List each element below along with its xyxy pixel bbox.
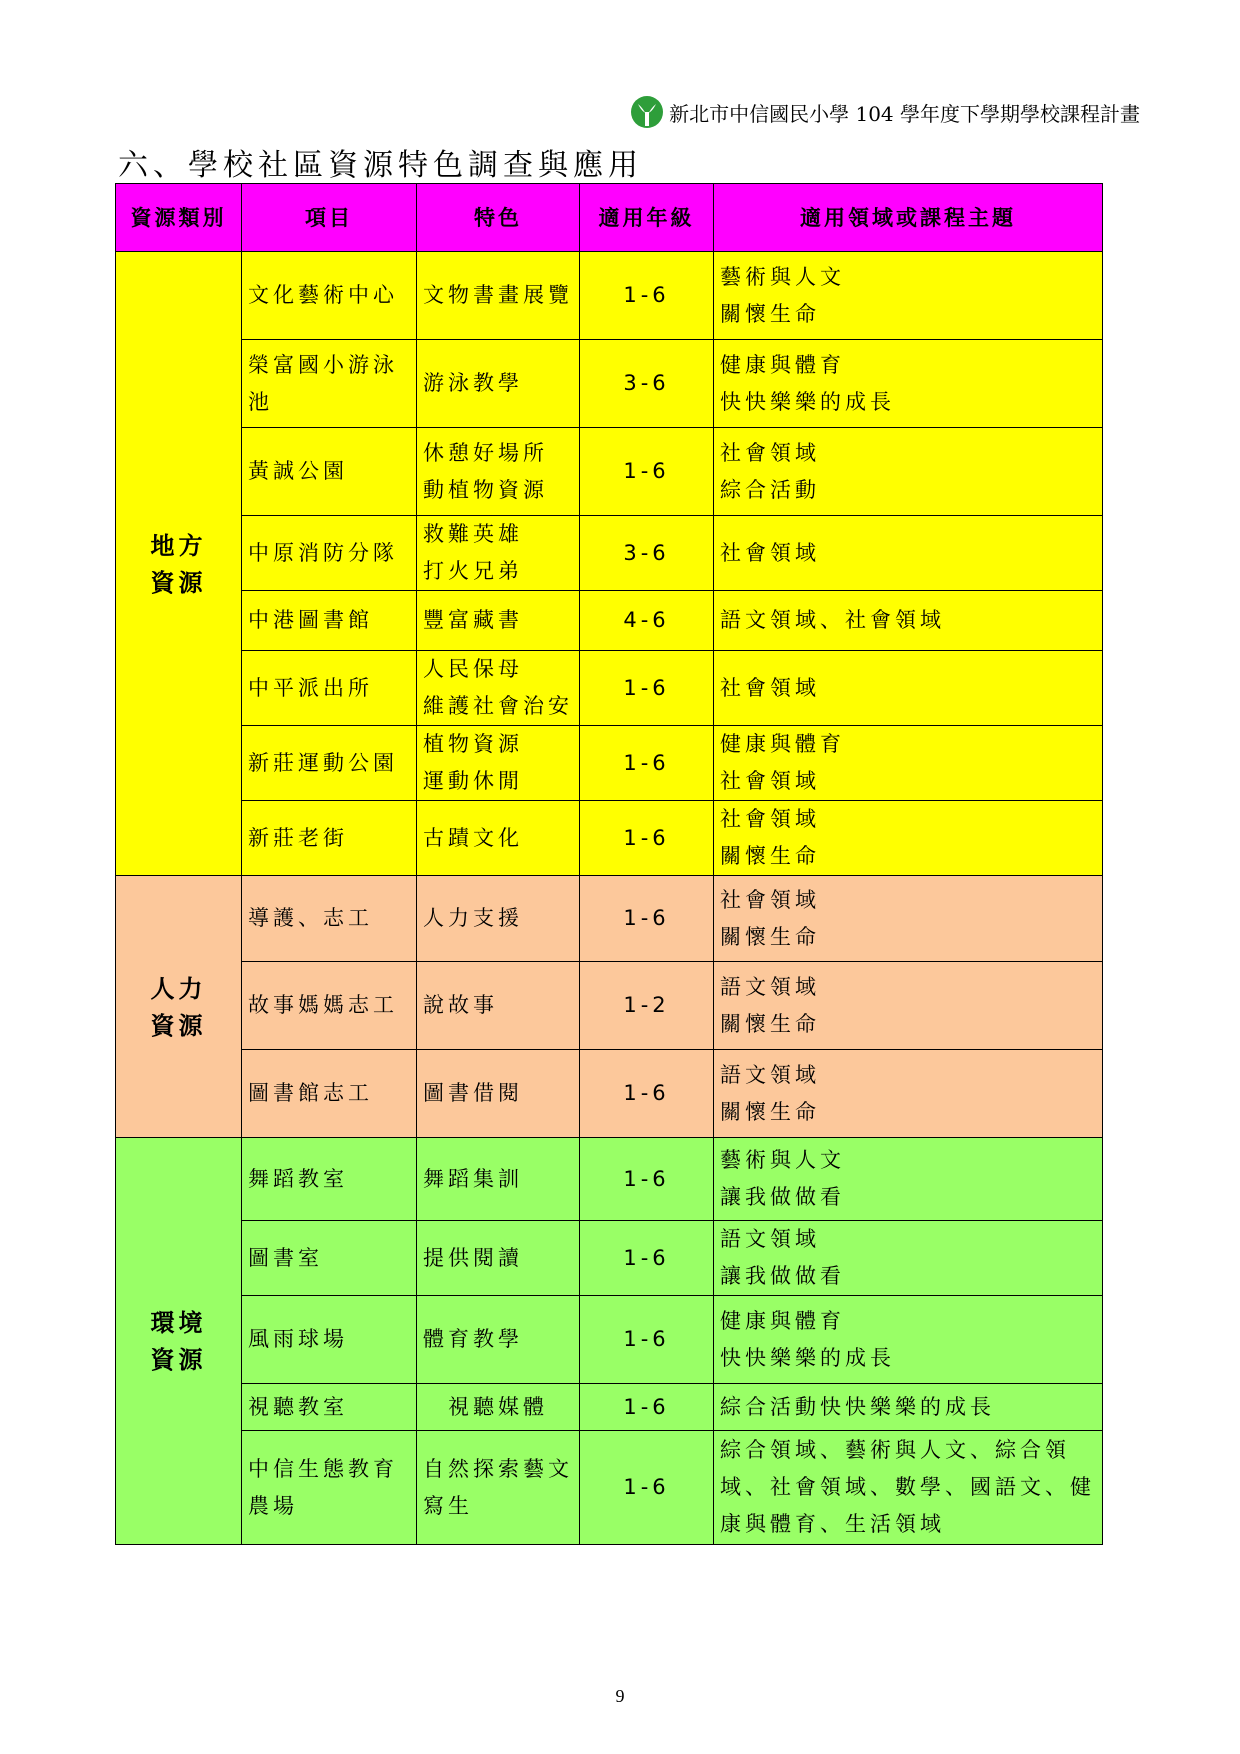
feature-cell (417, 591, 580, 651)
feature-cell (417, 1384, 580, 1431)
item-cell: 黃誠公園 (242, 428, 417, 516)
domain-cell (714, 340, 1103, 428)
domain-line: 語文領域、社會領域 (720, 608, 945, 632)
domain-line: 關懷生命 (720, 924, 820, 949)
domain-cell (714, 726, 1103, 801)
domain-cell (714, 1431, 1103, 1545)
domain-line: 社會領域 (720, 440, 820, 465)
domain-cell (714, 876, 1103, 962)
table-row (116, 340, 1103, 428)
grade-cell: 4-6 (580, 591, 714, 651)
grade-cell: 1-6 (580, 1138, 714, 1221)
resource-table (115, 183, 1103, 1545)
domain-cell (714, 1138, 1103, 1221)
table-row (116, 428, 1103, 516)
feature-line: 提供閱讀 (423, 1245, 523, 1270)
item-cell: 導護、志工 (242, 876, 417, 962)
category-label: 資源 (150, 567, 207, 597)
grade-cell: 1-6 (580, 1221, 714, 1296)
grade-cell: 1-6 (580, 651, 714, 726)
item-cell: 故事媽媽志工 (242, 962, 417, 1050)
domain-line: 語文領域 (720, 974, 820, 999)
page-number: 9 (615, 1686, 625, 1706)
domain-cell (714, 252, 1103, 340)
feature-cell (417, 962, 580, 1050)
feature-line: 文物書畫展覽 (423, 283, 573, 307)
domain-line: 快快樂樂的成長 (720, 389, 895, 414)
feature-line: 舞蹈集訓 (423, 1166, 523, 1191)
feature-cell (417, 1296, 580, 1384)
domain-cell (714, 516, 1103, 591)
category-label: 環境 (150, 1308, 207, 1337)
category-label: 資源 (150, 1010, 207, 1040)
feature-line: 維護社會治安 (423, 694, 573, 718)
feature-cell (417, 252, 580, 340)
grade-cell: 1-6 (580, 876, 714, 962)
table-row (116, 1221, 1103, 1296)
item-cell: 風雨球場 (242, 1296, 417, 1384)
grade-cell: 1-6 (580, 726, 714, 801)
domain-line: 讓我做做看 (720, 1264, 845, 1288)
table-row (116, 1296, 1103, 1384)
domain-line: 健康與體育 (720, 732, 845, 756)
category-cell (116, 252, 242, 876)
feature-cell (417, 801, 580, 876)
table-row (116, 962, 1103, 1050)
domain-cell (714, 1221, 1103, 1296)
feature-line: 游泳教學 (423, 371, 523, 395)
section-title: 六、學校社區資源特色調查與應用 (118, 148, 643, 183)
domain-line: 綜合活動 (720, 477, 820, 502)
grade-cell: 1-6 (580, 252, 714, 340)
domain-line: 關懷生命 (720, 1099, 820, 1124)
domain-line: 綜合活動快快樂樂的成長 (720, 1394, 995, 1419)
category-cell (116, 1138, 242, 1545)
domain-line: 關懷生命 (720, 1011, 820, 1036)
domain-cell (714, 651, 1103, 726)
item-cell: 圖書館志工 (242, 1050, 417, 1138)
domain-line: 健康與體育 (720, 1308, 845, 1333)
feature-line: 休憩好場所 (423, 440, 548, 465)
table-row (116, 726, 1103, 801)
feature-cell (417, 516, 580, 591)
school-logo-icon (629, 94, 665, 130)
feature-cell (417, 428, 580, 516)
domain-line: 社會領域 (720, 540, 820, 565)
domain-cell (714, 1384, 1103, 1431)
item-cell: 新莊運動公園 (242, 726, 417, 801)
feature-cell (417, 1431, 580, 1545)
feature-cell (417, 726, 580, 801)
item-cell: 中原消防分隊 (242, 516, 417, 591)
item-cell: 新莊老街 (242, 801, 417, 876)
domain-line: 社會領域 (720, 769, 820, 793)
header-grade: 適用年級 (580, 184, 714, 252)
feature-cell (417, 1050, 580, 1138)
feature-line: 圖書借閱 (423, 1081, 523, 1105)
table-row (116, 591, 1103, 651)
domain-line: 語文領域 (720, 1227, 820, 1251)
grade-cell: 1-6 (580, 1384, 714, 1431)
item-cell: 圖書室 (242, 1221, 417, 1296)
domain-line: 社會領域 (720, 887, 820, 912)
feature-line: 植物資源 (423, 732, 523, 756)
category-label: 地方 (150, 530, 207, 560)
table-row (116, 651, 1103, 726)
domain-line: 藝術與人文 (720, 264, 845, 289)
grade-cell: 1-6 (580, 1296, 714, 1384)
category-label: 資源 (150, 1345, 207, 1374)
table-header-row (116, 184, 1103, 252)
item-cell: 文化藝術中心 (242, 252, 417, 340)
domain-cell (714, 962, 1103, 1050)
domain-line: 社會領域 (720, 807, 820, 831)
feature-line: 運動休閒 (423, 769, 523, 793)
table-row (116, 876, 1103, 962)
grade-cell: 1-6 (580, 1050, 714, 1138)
item-cell: 中港圖書館 (242, 591, 417, 651)
domain-line: 快快樂樂的成長 (720, 1345, 895, 1370)
grade-cell: 1-6 (580, 801, 714, 876)
domain-cell (714, 1296, 1103, 1384)
header-domain: 適用領域或課程主題 (714, 184, 1103, 252)
item-cell: 視聽教室 (242, 1384, 417, 1431)
domain-cell (714, 1050, 1103, 1138)
table-row (116, 801, 1103, 876)
feature-line: 說故事 (423, 993, 498, 1017)
item-cell: 中信生態教育農場 (242, 1431, 417, 1545)
item-cell: 中平派出所 (242, 651, 417, 726)
item-cell: 舞蹈教室 (242, 1138, 417, 1221)
grade-cell: 1-6 (580, 428, 714, 516)
header-item: 項目 (242, 184, 417, 252)
table-row (116, 516, 1103, 591)
domain-line: 綜合領域、藝術與人文、綜合領域、社會領域、數學、國語文、健康與體育、生活領域 (720, 1438, 1095, 1536)
feature-cell (417, 1138, 580, 1221)
feature-cell (417, 651, 580, 726)
grade-cell: 3-6 (580, 340, 714, 428)
table-row (116, 1384, 1103, 1431)
feature-line: 救難英雄 (423, 522, 523, 546)
category-label: 人力 (150, 973, 207, 1003)
feature-line: 豐富藏書 (423, 608, 523, 632)
category-cell (116, 876, 242, 1138)
domain-line: 藝術與人文 (720, 1148, 845, 1172)
header-text: 新北市中信國民小學 104 學年度下學期學校課程計畫 (669, 101, 1140, 126)
feature-line: 古蹟文化 (423, 825, 523, 850)
header-category: 資源類別 (116, 184, 242, 252)
domain-line: 關懷生命 (720, 844, 820, 868)
header-feature: 特色 (417, 184, 580, 252)
table-row (116, 1138, 1103, 1221)
feature-line: 打火兄弟 (423, 559, 523, 583)
feature-line: 視聽媒體 (448, 1394, 548, 1419)
domain-line: 語文領域 (720, 1062, 820, 1087)
feature-cell (417, 340, 580, 428)
domain-cell (714, 801, 1103, 876)
domain-line: 社會領域 (720, 675, 820, 700)
domain-line: 讓我做做看 (720, 1185, 845, 1209)
grade-cell: 1-6 (580, 1431, 714, 1545)
table-row (116, 1050, 1103, 1138)
feature-line: 自然探索藝文寫生 (423, 1456, 573, 1518)
feature-line: 人民保母 (423, 657, 523, 681)
feature-line: 人力支援 (423, 906, 523, 930)
feature-line: 體育教學 (423, 1327, 523, 1351)
domain-cell (714, 591, 1103, 651)
page-header (600, 90, 1140, 134)
table-row (116, 252, 1103, 340)
table-row (116, 1431, 1103, 1545)
item-cell: 榮富國小游泳池 (242, 340, 417, 428)
domain-line: 關懷生命 (720, 301, 820, 326)
feature-cell (417, 876, 580, 962)
grade-cell: 1-2 (580, 962, 714, 1050)
grade-cell: 3-6 (580, 516, 714, 591)
domain-cell (714, 428, 1103, 516)
domain-line: 健康與體育 (720, 352, 845, 377)
feature-line: 動植物資源 (423, 477, 548, 502)
feature-cell (417, 1221, 580, 1296)
